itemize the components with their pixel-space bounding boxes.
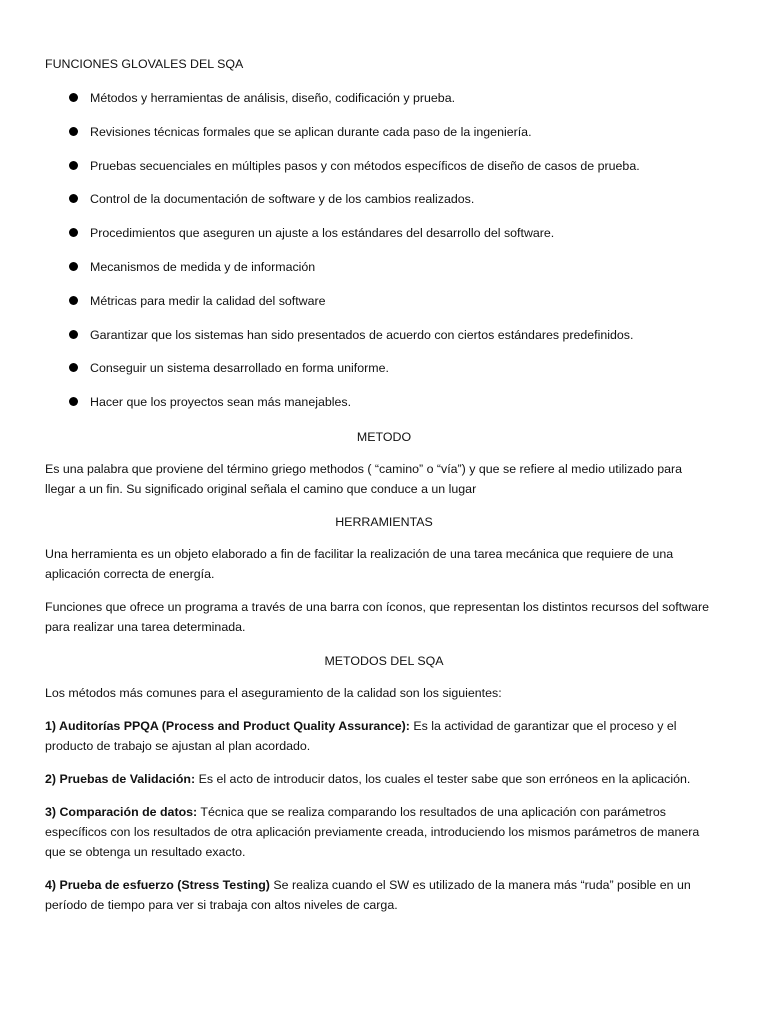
bullet-icon	[69, 127, 78, 136]
bullet-icon	[69, 93, 78, 102]
bullet-icon	[69, 228, 78, 237]
list-item-text: Mecanismos de medida y de información	[90, 260, 316, 274]
metodo-heading: METODO	[356, 430, 412, 444]
bullet-icon	[69, 194, 78, 203]
metodo-item-text: Se realiza cuando el SW es utilizado de la manera más “ruda” posible en un período de tiempo para ver si trabaja con altos niveles de carga.	[45, 878, 691, 912]
metodo-item-1	[45, 716, 710, 756]
bullet-icon	[69, 397, 78, 406]
metodo-item-3	[45, 802, 710, 862]
list-item	[90, 325, 633, 345]
bullet-icon	[69, 161, 78, 170]
list-item-text: Métodos y herramientas de análisis, diseño, codificación y prueba.	[90, 91, 456, 105]
list-item-text: Revisiones técnicas formales que se aplican durante cada paso de la ingeniería.	[90, 125, 532, 139]
list-item	[90, 291, 326, 311]
metodos-sqa-intro: Los métodos más comunes para el aseguramiento de la calidad son los siguientes:	[45, 686, 502, 700]
bullet-icon	[69, 330, 78, 339]
list-item	[90, 223, 554, 243]
list-item	[90, 122, 532, 142]
list-item	[90, 88, 455, 108]
list-item-text: Conseguir un sistema desarrollado en forma uniforme.	[90, 361, 389, 375]
list-item-text: Pruebas secuenciales en múltiples pasos y con métodos específicos de diseño de casos de prueba.	[90, 159, 640, 173]
list-item	[90, 156, 640, 176]
metodo-item-2	[45, 769, 710, 789]
list-item	[90, 257, 315, 277]
metodo-item-text: Técnica que se realiza comparando los resultados de una aplicación con parámetros específicos con los resultados de otra aplicación previamente creada, introduciendo los mismos parámetros de manera que se obtenga un resultado exacto.	[45, 805, 700, 859]
list-item-text: Hacer que los proyectos sean más manejables.	[90, 395, 352, 409]
herramientas-heading: HERRAMIENTAS	[335, 515, 433, 529]
metodos-sqa-heading: METODOS DEL SQA	[324, 654, 444, 668]
metodo-item-label: 2) Pruebas de Validación:	[45, 772, 196, 786]
metodo-item-label: 4) Prueba de esfuerzo (Stress Testing)	[45, 878, 270, 892]
metodo-item-label: 3) Comparación de datos:	[45, 805, 198, 819]
bullet-icon	[69, 363, 78, 372]
metodo-item-label: 1) Auditorías PPQA (Process and Product Quality Assurance):	[45, 719, 410, 733]
list-item	[90, 358, 389, 378]
document-title: FUNCIONES GLOVALES DEL SQA	[45, 57, 244, 71]
list-item-text: Garantizar que los sistemas han sido presentados de acuerdo con ciertos estándares predefinidos.	[90, 328, 634, 342]
list-item-text: Métricas para medir la calidad del software	[90, 294, 326, 308]
list-item	[90, 392, 351, 412]
metodo-item-text: Es el acto de introducir datos, los cuales el tester sabe que son erróneos en la aplicación.	[195, 772, 691, 786]
metodo-item-4	[45, 875, 710, 915]
herramientas-paragraph-1: Una herramienta es un objeto elaborado a fin de facilitar la realización de una tarea mecánica que requiere de una aplicación correcta de energía.	[45, 547, 674, 581]
list-item	[90, 189, 474, 209]
bullet-icon	[69, 262, 78, 271]
metodo-paragraph: Es una palabra que proviene del término griego methodos ( “camino” o “vía”) y que se refiere al medio utilizado para llegar a un fin. Su significado original señala el camino que conduce a un lugar	[45, 462, 683, 496]
bullet-icon	[69, 296, 78, 305]
herramientas-paragraph-2: Funciones que ofrece un programa a través de una barra con íconos, que representan los distintos recursos del software para realizar una tarea determinada.	[45, 600, 709, 634]
metodo-item-text: Es la actividad de garantizar que el proceso y el producto de trabajo se ajustan al plan acordado.	[45, 719, 677, 753]
list-item-text: Procedimientos que aseguren un ajuste a los estándares del desarrollo del software.	[90, 226, 555, 240]
list-item-text: Control de la documentación de software y de los cambios realizados.	[90, 192, 475, 206]
